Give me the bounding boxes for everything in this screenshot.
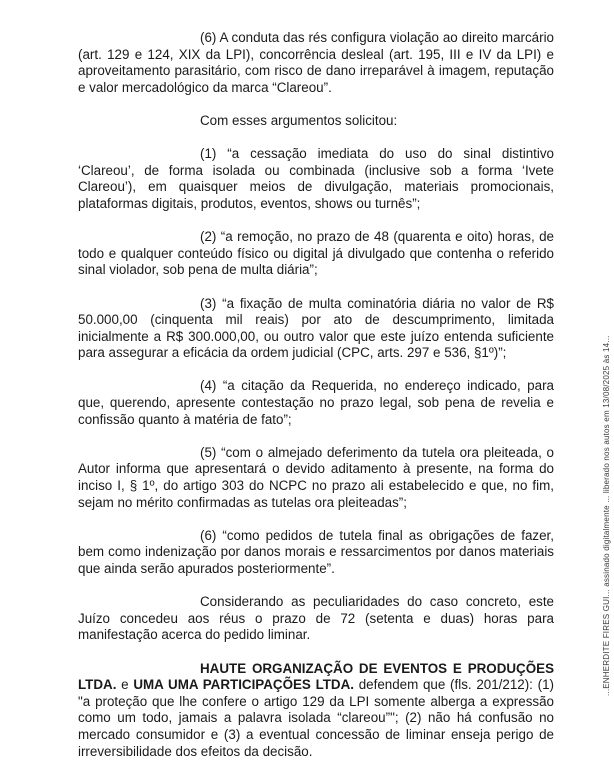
paragraph-court-deadline: Considerando as peculiaridades do caso concreto, este Juízo concedeu aos réus o prazo de 72 (setenta e duas) horas para manifestação acerca do pedido liminar.: [78, 594, 554, 643]
paragraph-request-5: (5) “com o almejado deferimento da tutela ora pleiteada, o Autor informa que apresentará o devido aditamento à presente, na forma do inciso I, § 1º, do artigo 303 do NCPC no prazo ali estabelecido e que, no fim, sejam no mérito confirmadas as tutelas ora pleiteadas”;: [78, 444, 554, 510]
paragraph-request-4: (4) “a citação da Requerida, no endereço indicado, para que, querendo, apresente contestação no prazo legal, sob pena de revelia e confissão quanto à matéria de fato”;: [78, 378, 554, 427]
paragraph-item-6-conduct: (6) A conduta das rés configura violação ao direito marcário (art. 129 e 124, XIX da LPI), concorrência desleal (art. 195, III e IV da LPI) e aproveitamento parasitário, com risco de dano irreparável à imagem, reputação e valor mercadológico da marca “Clareou”.: [78, 30, 554, 95]
document-page: [78, 30, 554, 777]
defense-text: defendem que (fls. 201/212): (1) "a proteção que lhe confere o artigo 129 da LPI somente alberga a expressão como um todo, jamais a palavra isolada “clareou”"; (2) não há confusão no mercado consumidor e (3) a eventual concessão de liminar enseja perigo de irreversibilidade dos efeitos da decisão.: [78, 677, 554, 759]
defendant-name-2: UMA UMA PARTICIPAÇÕES LTDA.: [133, 677, 354, 693]
paragraph-request-6: (6) “como pedidos de tutela final as obrigações de fazer, bem como indenização por danos morais e ressarcimentos por danos materiais que ainda serão apurados posteriormente”.: [78, 527, 554, 576]
margin-stamp-text: ...ENHERDITE FIRES GUI... assinado digitalmente ... liberado nos autos em 13/08/2025 às 14...: [602, 335, 611, 696]
paragraph-request-2: (2) “a remoção, no prazo de 48 (quarenta e oito) horas, de todo e qualquer conteúdo físico ou digital já divulgado que contenha o referido sinal violador, sob pena de multa diária”;: [78, 229, 554, 278]
defense-connector: e: [116, 677, 134, 693]
paragraph-defense: [78, 661, 554, 761]
defendant-name-1: HAUTE ORGANIZAÇÃO DE EVENTOS E PRODUÇÕES LTDA.: [78, 660, 554, 693]
paragraph-request-1: (1) “a cessação imediata do uso do sinal distintivo ‘Clareou’, de forma isolada ou combinada (inclusive sob a forma ‘Ivete Clareou’), em quaisquer meios de divulgação, materiais promocionais, plataformas digitais, produtos, eventos, shows ou turnês”;: [78, 146, 554, 211]
paragraph-requests-intro: Com esses argumentos solicitou:: [200, 112, 398, 128]
paragraph-request-3: (3) “a fixação de multa cominatória diária no valor de R$ 50.000,00 (cinquenta mil reais) por ato de descumprimento, limitada inicialmente a R$ 300.000,00, ou outro valor que este juízo entenda suficiente para assegurar a eficácia da ordem judicial (CPC, arts. 297 e 536, §1º)”;: [78, 295, 554, 361]
margin-stamp: [586, 0, 611, 696]
